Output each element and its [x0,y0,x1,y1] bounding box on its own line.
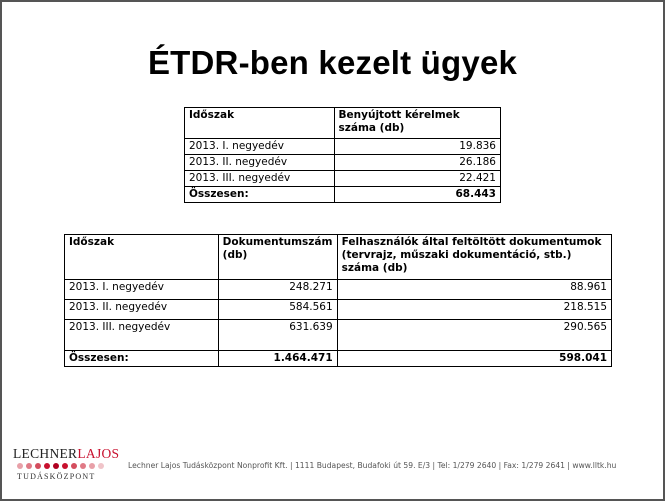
table-header-row [185,108,501,139]
cell-uploaded-documents: 88.961 [337,280,611,300]
cell-period: 2013. I. negyedév [65,280,219,300]
total-document-count: 1.464.471 [218,351,337,367]
cell-document-count: 248.271 [218,280,337,300]
logo-dot [71,463,77,469]
logo-dot [80,463,86,469]
logo-word-lajos: LAJOS [77,446,120,461]
table-total-row [185,187,501,203]
cell-requests: 19.836 [334,139,500,155]
logo-word-lechner: LECHNER [13,446,78,461]
logo-subtitle: TUDÁSKÖZPONT [17,472,96,481]
submitted-requests-table [184,107,501,203]
table-row [65,280,612,300]
slide-title: ÉTDR-ben kezelt ügyek [147,44,518,81]
cell-uploaded-documents: 218.515 [337,300,611,320]
cell-period: 2013. II. negyedév [185,155,335,171]
cell-requests: 22.421 [334,171,500,187]
logo-dot [17,463,23,469]
logo-dot [53,463,59,469]
total-uploaded-documents: 598.041 [337,351,611,367]
logo-dot [62,463,68,469]
lechner-logo [13,447,128,481]
total-requests: 68.443 [334,187,500,203]
total-label: Összesen: [185,187,335,203]
logo-dot [44,463,50,469]
logo-dot [98,463,104,469]
header-period: Időszak [65,235,219,280]
logo-wordmark [13,447,128,461]
cell-document-count: 584.561 [218,300,337,320]
header-uploaded-documents: Felhasználók által feltöltött dokumentumok (tervrajz, műszaki dokumentáció, stb.) száma (db) [337,235,611,280]
logo-dot [35,463,41,469]
header-requests: Benyújtott kérelmek száma (db) [334,108,500,139]
footer-contact-info: Lechner Lajos Tudásközpont Nonprofit Kft. | 1111 Budapest, Budafoki út 59. E/3 | Tel: 1/279 2640 | Fax: 1/279 2641 | www.lltk.hu [128,461,617,470]
logo-dot [89,463,95,469]
header-document-count: Dokumentumszám (db) [218,235,337,280]
cell-uploaded-documents: 290.565 [337,320,611,351]
cell-period: 2013. II. negyedév [65,300,219,320]
total-label: Összesen: [65,351,219,367]
documents-table [64,234,612,367]
cell-document-count: 631.639 [218,320,337,351]
table-row [65,300,612,320]
table-row [185,139,501,155]
logo-dot [26,463,32,469]
table-row [185,155,501,171]
cell-period: 2013. III. negyedév [185,171,335,187]
table-header-row [65,235,612,280]
table-row [65,320,612,351]
table-row [185,171,501,187]
logo-dots [13,463,128,471]
cell-period: 2013. I. negyedév [185,139,335,155]
table-total-row [65,351,612,367]
cell-requests: 26.186 [334,155,500,171]
cell-period: 2013. III. negyedév [65,320,219,351]
header-period: Időszak [185,108,335,139]
